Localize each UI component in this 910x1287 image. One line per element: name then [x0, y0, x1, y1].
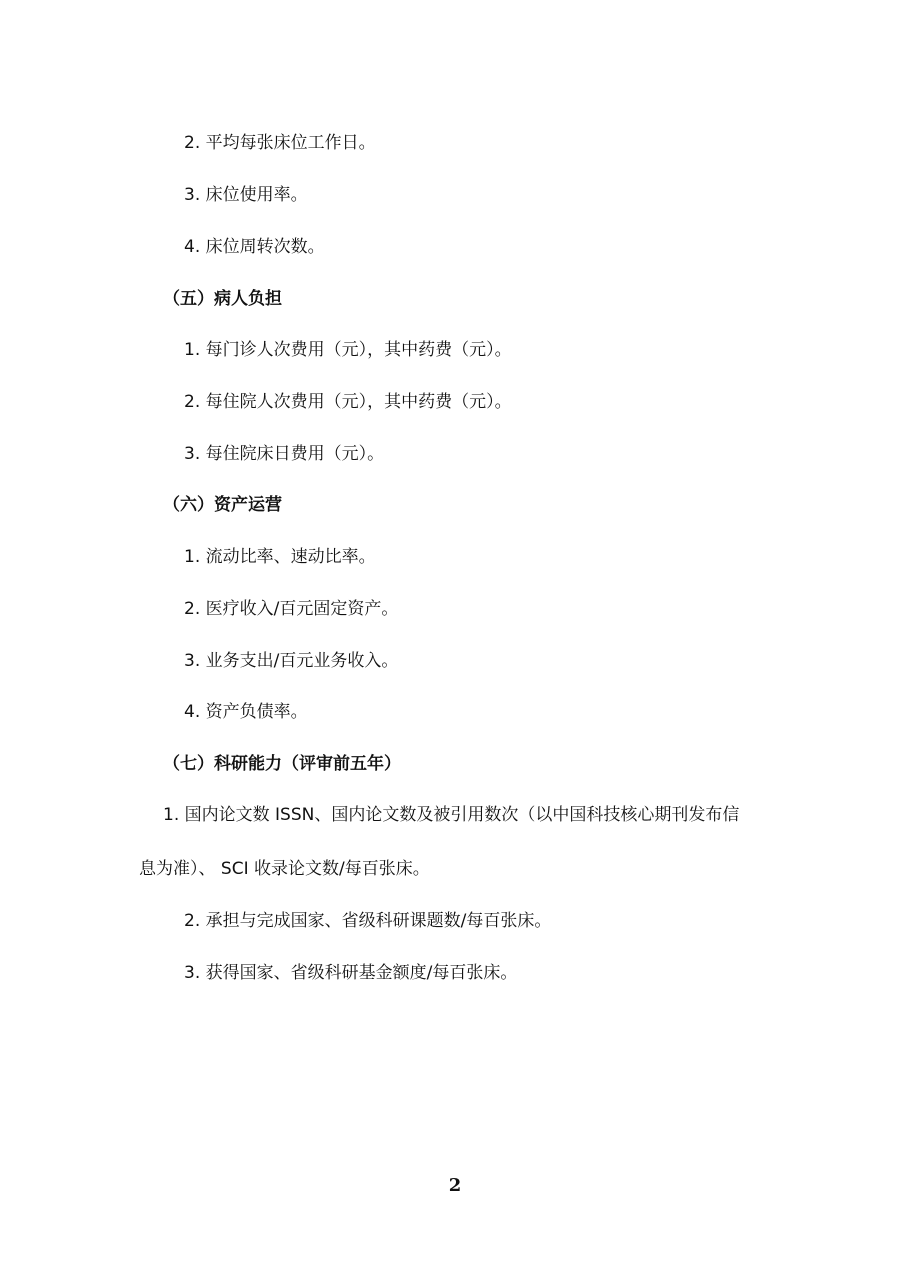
list-item: 2. 医疗收入/百元固定资产。	[184, 599, 399, 619]
list-item: 2. 承担与完成国家、省级科研课题数/每百张床。	[184, 911, 552, 931]
list-item: 4. 资产负债率。	[184, 702, 308, 722]
list-item: 3. 床位使用率。	[184, 185, 308, 205]
section-heading: （六）资产运营	[163, 495, 282, 515]
list-item: 3. 获得国家、省级科研基金额度/每百张床。	[184, 963, 518, 983]
list-item: 4. 床位周转次数。	[184, 237, 325, 257]
list-item: 3. 每住院床日费用（元）。	[184, 444, 385, 464]
list-item: 3. 业务支出/百元业务收入。	[184, 651, 399, 671]
list-item: 1. 国内论文数 ISSN、国内论文数及被引用数次（以中国科技核心期刊发布信	[163, 805, 740, 825]
page-number: 2	[448, 1175, 462, 1196]
section-heading: （五）病人负担	[163, 289, 282, 309]
list-item: 1. 流动比率、速动比率。	[184, 547, 376, 567]
section-heading: （七）科研能力（评审前五年）	[163, 754, 401, 774]
list-item: 2. 每住院人次费用（元），其中药费（元）。	[184, 392, 512, 412]
list-item: 2. 平均每张床位工作日。	[184, 133, 376, 153]
list-item-continuation: 息为准）、 SCI 收录论文数/每百张床。	[139, 859, 430, 879]
list-item: 1. 每门诊人次费用（元），其中药费（元）。	[184, 340, 512, 360]
